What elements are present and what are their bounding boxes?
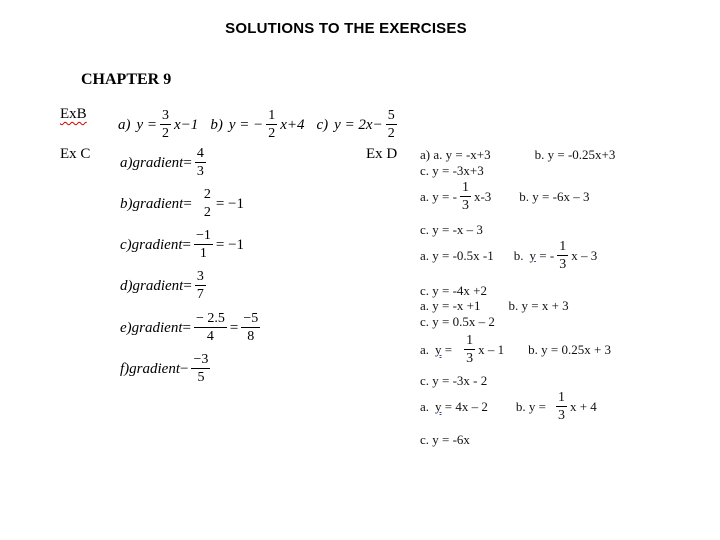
ex-d-line-10: c. y = -3x - 2 [420,373,488,388]
ex-d-label: Ex D [366,146,398,162]
ex-d-line-11: a. y = 4x – 2 b. y = $\frac{1}{3}$ x + 4 [420,390,597,423]
ex-b-answers: a) y = $\frac{3}{2}$ x−1 b) y = − $\frac{1}{2}$ x+4 c) y = 2x− $\frac{5}{2}$ [118,108,395,141]
ex-d-line-5: a. y = -0.5x -1 b. y = - $\frac{1}{3}$ x – 3 [420,239,598,272]
ex-c-item-b: b) gradient = 2 2 = −1 [120,187,244,220]
ex-b-b-fraction: $\frac{1}{2}$ [268,108,276,141]
page-title: SOLUTIONS TO THE EXERCISES [225,20,467,37]
ex-c-item-e: e) gradient = $\frac{- 2.5}{4}$ = $\frac{-5}{8}$ [120,311,259,344]
ex-c-label: Ex C [60,146,91,162]
ex-d-line-4: c. y = -x – 3 [420,222,483,237]
ex-d-line-1: a) a. y = -x+3 b. y = -0.25x+3 [420,147,616,162]
ex-c-item-f: f) gradient − $\frac{-3}{5}$ [120,352,209,385]
ex-d-line-12: c. y = -6x [420,432,470,447]
ex-d-line-8: c. y = 0.5x – 2 [420,314,495,329]
ex-d-line-6: c. y = -4x +2 [420,283,488,298]
ex-b-a-prefix: a) [118,116,131,133]
ex-d-line-9: a. y = $\frac{1}{3}$ x – 1 b. y = 0.25x + 3 [420,333,612,366]
chapter-heading: CHAPTER 9 [81,71,172,88]
ex-d-line-7: a. y = -x +1 b. y = x + 3 [420,298,569,313]
ex-d-line-3: a. y = - $\frac{1}{3}$ x-3 b. y = -6x – 3 [420,180,590,213]
ex-b-a-lhs: y = [136,116,158,133]
ex-c-item-a: a) gradient = $\frac{4}{3}$ [120,146,204,179]
ex-c-item-d: d) gradient = $\frac{3}{7}$ [120,269,204,302]
ex-d-line-2: c. y = -3x+3 [420,163,484,178]
ex-b-c-prefix: c) [316,116,329,133]
ex-b-label: ExB [60,106,87,122]
ex-c-item-c: c) gradient = $\frac{-1}{1}$ = −1 [120,228,245,261]
ex-b-a-fraction: $\frac{3}{2}$ [162,108,170,141]
ex-b-b-prefix: b) [210,116,223,133]
ex-b-c-fraction: $\frac{5}{2}$ [387,108,395,141]
